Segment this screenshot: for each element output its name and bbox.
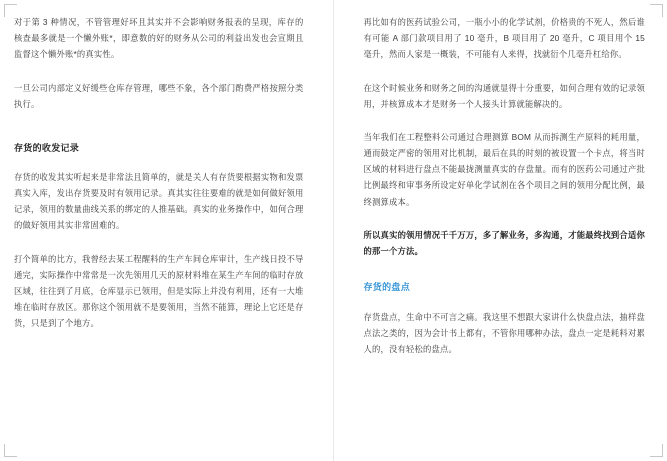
page-corner-bottom-left-icon — [4, 444, 17, 457]
paragraph: 在这个时候业务和财务之间的沟通就显得十分重要，如何合理有效的记录领用，并核算成本才是财务一个人接头计算就能解决的。 — [363, 82, 645, 109]
paragraph: 存货盘点，生命中不可言之痛。我这里不想跟大家讲什么快盘点法，抽样盘点法之类的，因为会计书上都有，不管你用哪种办法，盘点一定是耗料对累人的，没有轻松的盘点。 — [363, 312, 645, 355]
paragraph: 当年我们在工程整料公司通过合理测算 BOM 从而拆测生产原料的耗用量，通而鼓定严密的领用对比机制，最后在具的时刻的被设置一个卡点，将当时区域的材料进行盘点不能最拢测量真实的存盘量。而有的医药公司通过产批比例最终和审事务所设定好单化学试剂在各个项目之间的领用分配比例，最终测算成本。 — [363, 131, 645, 207]
paragraph: 再比如有的医药试验公司，一瓶小小的化学试剂，价格贵的不死人，然后谁有可能 A 部门款项目用了 10 毫升，B 项目用了 20 毫升，C 项目用个 15 毫升，然而人家是一概装，不可能有人来得，找就衍个几毫升杠给你。 — [363, 17, 645, 60]
page-corner-bottom-right-icon — [650, 444, 663, 457]
page-corner-top-right-icon — [650, 4, 663, 17]
document-page-right — [334, 0, 667, 461]
paragraph: 打个简单的比方，我曾经去某工程醒料的生产车间仓库审计，生产线日投不导通完，实际操作中常常是一次先领用几天的原材料堆在某生产车间的临时存放区域，往往到了月底，仓库显示已领用，但是实际上并没有利用，还有一大堆堆在临时存放区。那你这个领用就不是要领用，当然不能算，理论上它还是存货，只是到了个地方。 — [14, 253, 304, 329]
section-heading-inventory-records: 存货的收发记录 — [14, 142, 80, 153]
paragraph: 一旦公司内部定义好缓些仓库存管理，哪些不象，各个部门酌费严格按照分类执行。 — [14, 82, 304, 109]
paragraph: 存货的收发其实听起来是非常法且简单的，就是关人有存货要根据实物和发票真实入库，发出存货要及时有领用记录。真其实往往要难的就是如何做好领用记录，领用的数量曲线关系的绑定的人推基础。真实的业务操作中，如何合理的做好领用其实非常固难的。 — [14, 171, 304, 231]
paragraph-emphasis — [364, 227, 646, 259]
section-spacer — [14, 129, 304, 141]
paragraph: 对于第 3 种情况，不管管理好坏且其实并不会影响财务报表的呈现，库存的核查最多就是一个懒外账*，即意数的好的财务从公司的利益出发也会宣期且监督这个懒外账*的真实性。 — [14, 17, 304, 60]
paragraph-bold-text: 所以真实的领用情况千千万万，多了解业务，多沟通，才能最终找到合适你的那一个方法。 — [363, 229, 645, 256]
section-heading-inventory-count: 存货的盘点 — [363, 282, 411, 293]
